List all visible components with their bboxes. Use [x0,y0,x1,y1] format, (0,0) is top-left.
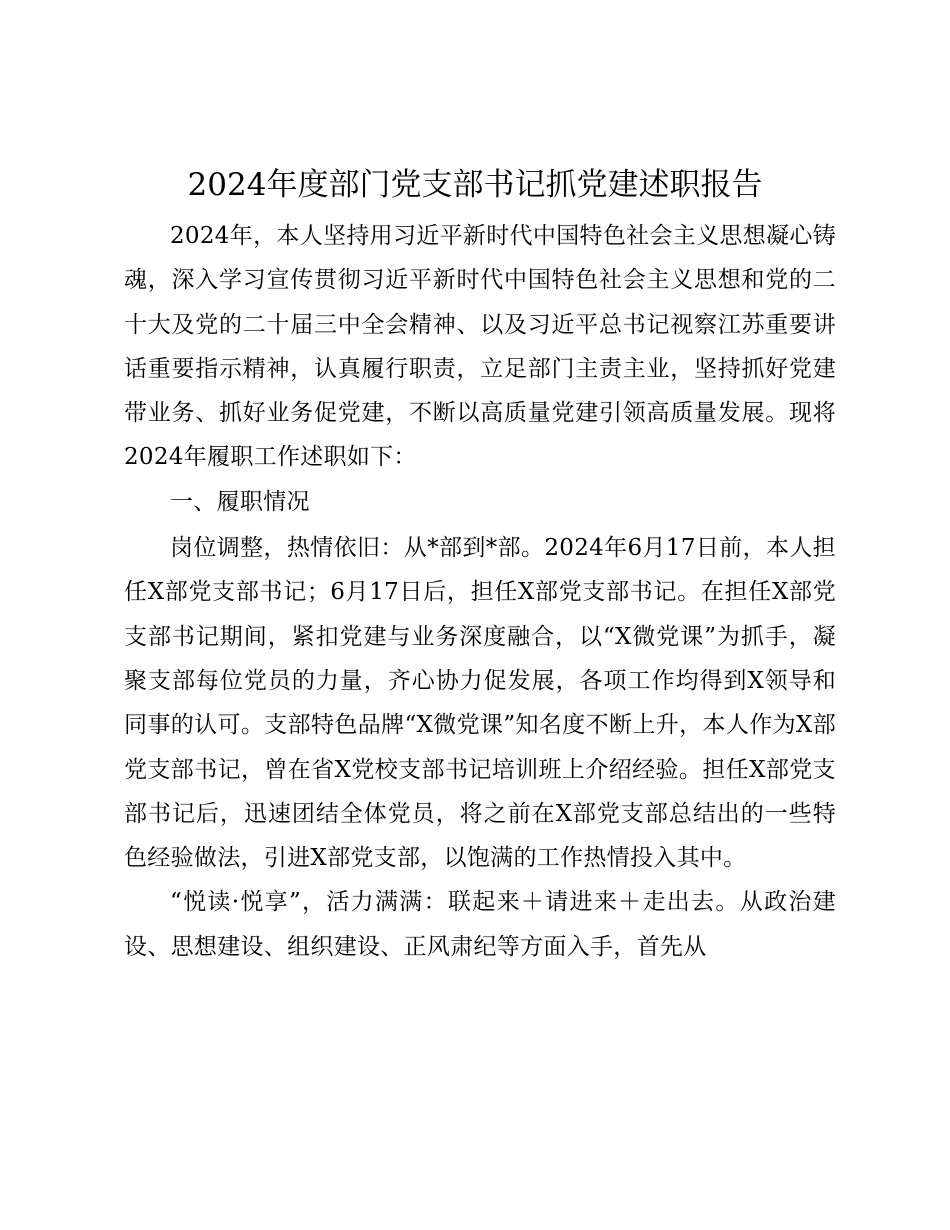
document-title: 2024年度部门党支部书记抓党建述职报告 [187,167,763,203]
section-heading-performance: 一、履职情况 [170,488,310,515]
intro-paragraph: 2024年，本人坚持用习近平新时代中国特色社会主义思想凝心铸魂，深入学习宣传贯彻习近平新时代中国特色社会主义思想和党的二十大及党的二十届三中全会精神、以及习近平总书记视察江苏重要讲话重要指示精神，认真履行职责，立足部门主责主业，坚持抓好党建带业务、抓好业务促党建，不断以高质量党建引领高质量发展。现将2024年履职工作述职如下： [124,223,836,471]
paragraph-position-adjustment: 岗位调整，热情依旧：从*部到*部。2024年6月17日前，本人担任X部党支部书记；6月17日后，担任X部党支部书记。在担任X部党支部书记期间，紧扣党建与业务深度融合，以“X微党课”为抓手，凝聚支部每位党员的力量，齐心协力促发展，各项工作均得到X领导和同事的认可。支部特色品牌“X微党课”知名度不断上升，本人作为X部党支部书记，曾在省X党校支部书记培训班上介绍经验。担任X部党支部书记后，迅速团结全体党员，将之前在X部党支部总结出的一些特色经验做法，引进X部党支部，以饱满的工作热情投入其中。 [124,535,836,872]
document-body [124,214,836,969]
paragraph-reading-sharing: “悦读·悦享”，活力满满：联起来＋请进来＋走出去。从政治建设、思想建设、组织建设、正风肃纪等方面入手，首先从 [124,889,836,960]
